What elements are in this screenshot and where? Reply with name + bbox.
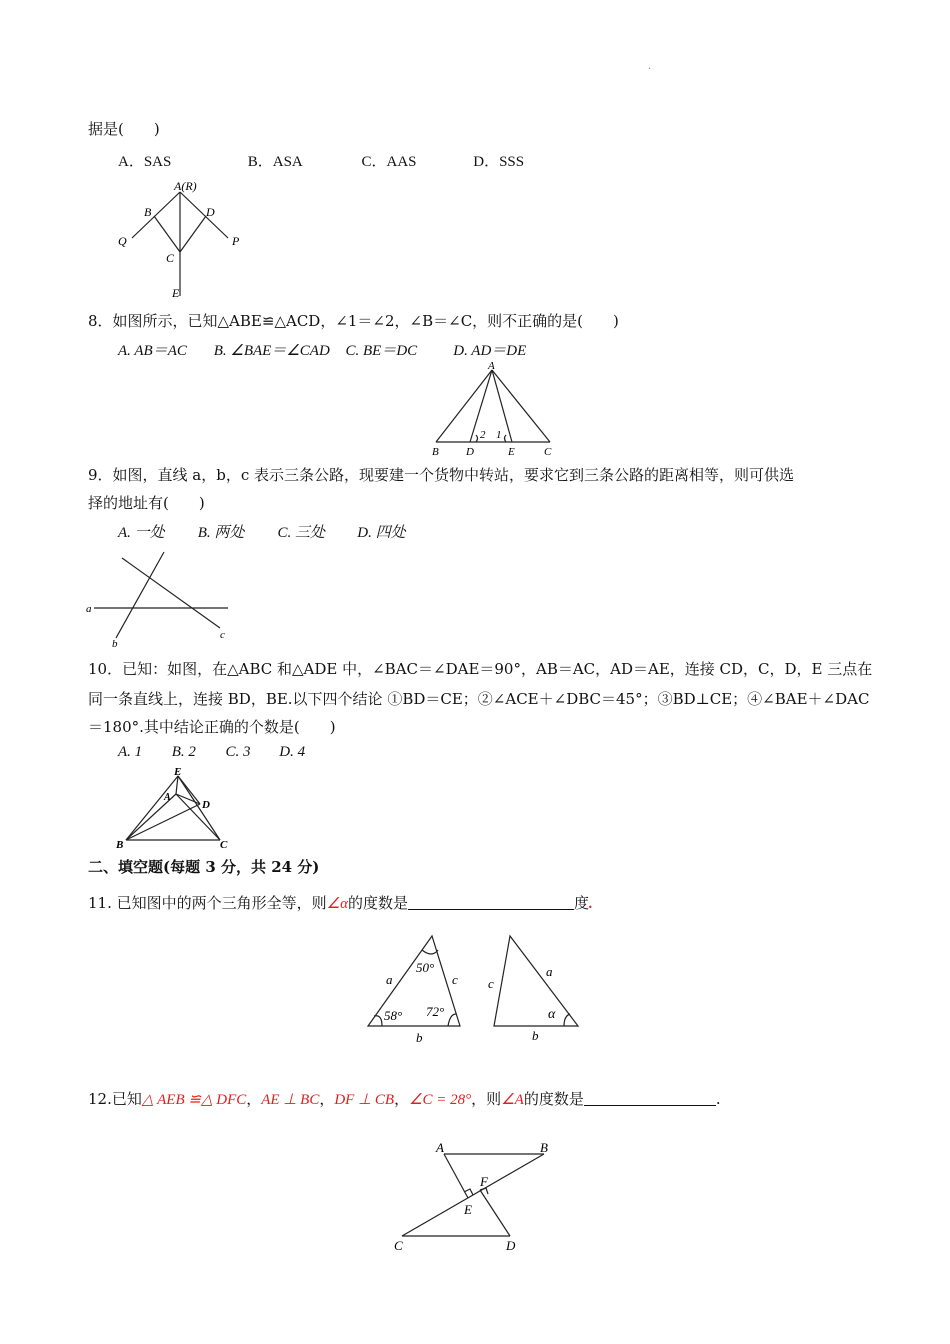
- q12-label-b: B: [540, 1140, 548, 1155]
- q11-tri2-side-b: b: [532, 1028, 539, 1043]
- q10-label-b: B: [116, 839, 124, 851]
- q7-options: [118, 150, 524, 171]
- q11-answer-blank[interactable]: [408, 895, 574, 910]
- q9-label-c: c: [220, 629, 225, 641]
- q7-label-e: E: [172, 286, 180, 300]
- q12-sep2: ，: [319, 1090, 335, 1108]
- q9-figure: [84, 548, 234, 650]
- q8-option-a[interactable]: A. AB＝AC: [118, 343, 187, 359]
- section2-heading: 二、填空题(每题 3 分，共 24 分): [88, 858, 320, 876]
- q11-figure: [360, 928, 590, 1046]
- q12-label-a: A: [436, 1140, 444, 1155]
- q12-figure: [388, 1134, 552, 1256]
- q10-options: [118, 744, 305, 761]
- q11-dot: .: [588, 896, 593, 912]
- q10-figure: [112, 764, 234, 852]
- q9-stem-line2: 择的地址有( ): [88, 494, 205, 512]
- q11-tri1-side-c: c: [452, 972, 458, 987]
- q8-label-a: A: [488, 360, 495, 372]
- q7-label-a: A(R): [174, 179, 197, 193]
- q11-prefix: 11. 已知图中的两个三角形全等，则: [88, 894, 327, 912]
- q10-stem-line3: ＝180°.其中结论正确的个数是( ): [88, 718, 336, 736]
- q11-tri2-side-a: a: [546, 964, 553, 979]
- q7-option-d[interactable]: D．SSS: [473, 154, 525, 170]
- q7-option-a[interactable]: A．SAS: [118, 154, 172, 170]
- q11-suffix: 度: [573, 894, 589, 912]
- q10-stem-line1: 10．已知：如图，在△ABC 和△ADE 中，∠BAC＝∠DAE＝90°，AB＝AC，AD＝AE，连接 CD，C，D，E 三点在: [88, 660, 873, 678]
- q8-options: [118, 339, 526, 360]
- q7-figure: [110, 176, 260, 302]
- q10-option-d[interactable]: D. 4: [279, 744, 306, 760]
- q8-option-c[interactable]: C. BE＝DC: [345, 343, 418, 359]
- q9-options: [118, 521, 406, 542]
- q12-condition-ae-perp: AE ⊥ BC: [261, 1092, 320, 1108]
- q12-answer-blank[interactable]: [584, 1091, 716, 1106]
- q10-label-e: E: [174, 766, 182, 778]
- q9-option-d[interactable]: D. 四处: [357, 525, 406, 541]
- q10-stem-line2: 同一条直线上，连接 BD，BE.以下四个结论 ①BD＝CE；②∠ACE＋∠DBC＝45°；③BD⊥CE；④∠BAE＋∠DAC: [88, 690, 870, 708]
- q10-option-b[interactable]: B. 2: [171, 744, 196, 760]
- q7-label-p: P: [232, 234, 240, 248]
- q10-label-a: A: [164, 792, 171, 803]
- q8-angle-2: 2: [480, 429, 486, 441]
- q11-tri1-side-a: a: [386, 972, 393, 987]
- q11-middle: 的度数是: [347, 894, 408, 912]
- q12-sep3: ，: [394, 1090, 410, 1108]
- q12-condition-congruent: △ AEB ≌△ DFC: [141, 1092, 247, 1108]
- q10-option-c[interactable]: C. 3: [225, 744, 251, 760]
- q12-label-c: C: [394, 1238, 403, 1253]
- q12-condition-angle-c: ∠C = 28°: [409, 1092, 472, 1108]
- q12-tail: 的度数是: [523, 1090, 584, 1108]
- q12-angle-a: ∠A: [501, 1092, 524, 1108]
- q12-condition-df-perp: DF ⊥ CB: [334, 1092, 395, 1108]
- q10-option-a[interactable]: A. 1: [118, 744, 143, 760]
- q8-label-e: E: [508, 446, 515, 458]
- q7-label-q: Q: [118, 234, 127, 248]
- q11-angle-72: 72°: [426, 1004, 445, 1019]
- q11-stem: [88, 892, 593, 913]
- q9-stem-line1: 9．如图，直线 a，b，c 表示三条公路，现要建一个货物中转站，要求它到三条公路的距离相等，则可供选: [88, 466, 795, 484]
- q7-option-c[interactable]: C．AAS: [361, 154, 417, 170]
- q9-option-b[interactable]: B. 两处: [197, 525, 245, 541]
- q12-stem: [88, 1088, 721, 1109]
- page-dot: ·: [648, 64, 652, 75]
- q7-option-b[interactable]: B．ASA: [247, 154, 303, 170]
- q8-label-b: B: [432, 446, 439, 458]
- q9-option-a[interactable]: A. 一处: [118, 525, 165, 541]
- q11-angle-alpha: ∠α: [326, 896, 348, 912]
- q12-label-d: D: [506, 1238, 516, 1253]
- q9-label-b: b: [112, 638, 118, 650]
- q7-label-b: B: [144, 205, 152, 219]
- q11-angle-58: 58°: [384, 1008, 403, 1023]
- q12-end: .: [715, 1090, 721, 1108]
- q8-label-c: C: [544, 446, 552, 458]
- q11-angle-alpha-label: α: [548, 1007, 556, 1022]
- q7-stem-tail: 据是( ): [88, 120, 160, 138]
- q8-option-b[interactable]: B. ∠BAE＝∠CAD: [213, 343, 330, 359]
- q10-label-c: C: [220, 839, 228, 851]
- q8-label-d: D: [466, 446, 474, 458]
- q11-angle-50: 50°: [416, 960, 435, 975]
- q9-label-a: a: [86, 603, 92, 615]
- q9-option-c[interactable]: C. 三处: [277, 525, 326, 541]
- q12-sep1: ，: [246, 1090, 262, 1108]
- q7-label-d: D: [206, 205, 215, 219]
- q12-label-f: F: [480, 1174, 488, 1189]
- q8-stem: 8．如图所示，已知△ABE≌△ACD，∠1＝∠2，∠B＝∠C，则不正确的是( ): [88, 312, 619, 330]
- q12-middle: ，则: [471, 1090, 502, 1108]
- q8-option-d[interactable]: D. AD＝DE: [453, 343, 527, 359]
- q11-tri2-side-c: c: [488, 976, 494, 991]
- q12-prefix: 12.已知: [88, 1090, 142, 1108]
- q8-figure: [424, 360, 564, 458]
- q7-label-c: C: [166, 251, 175, 265]
- q12-label-e: E: [464, 1202, 472, 1217]
- q10-label-d: D: [202, 799, 210, 811]
- q11-tri1-side-b: b: [416, 1030, 423, 1045]
- q8-angle-1: 1: [496, 429, 502, 441]
